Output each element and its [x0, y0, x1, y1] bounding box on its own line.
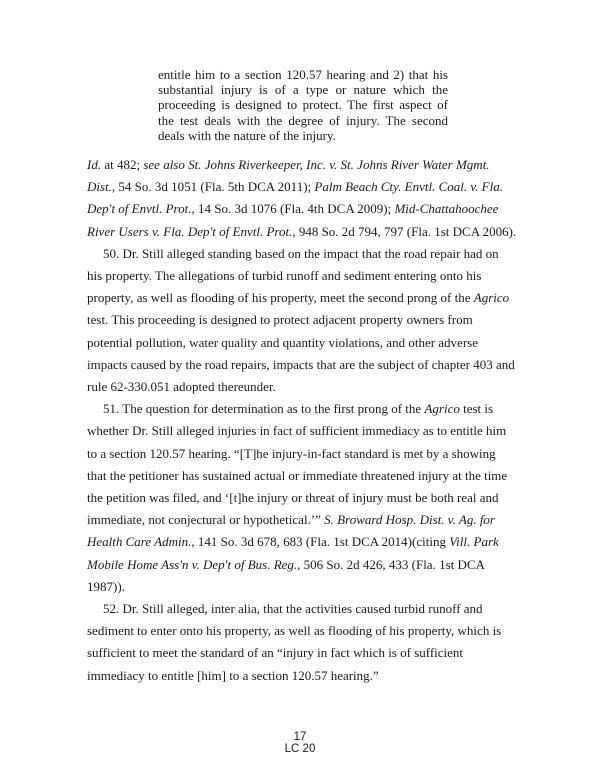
case-name: Vill. Park Mobile Home Ass'n v. Dep't of Bus. Reg. [87, 534, 499, 572]
paragraph-text: test. This proceeding is designed to protect adjacent property owners from potential pollution, water quality and quantity violations, and other adverse impacts caused by the road repairs, impacts that are the subject of chapter 403 and rule 62-330.051 adopted thereunder. [87, 312, 515, 395]
body-text [87, 154, 517, 687]
case-name: S. Broward Hosp. Dist. v. Ag. for Health Care Admin. [87, 512, 495, 550]
paragraph-52: 52. Dr. Still alleged, inter alia, that the activities caused turbid runoff and sediment to enter onto his property, as well as flooding of his property, which is sufficient to meet the standard of an “injury in fact which is of sufficient immediacy to entitle [him] to a section 120.57 hearing.” [87, 601, 502, 683]
citation-text: , 14 So. 3d 1076 (Fla. 4th DCA 2009); [191, 201, 395, 217]
paragraph-51 [87, 398, 517, 598]
page-number: 17 [293, 731, 307, 743]
citation-text: , 948 So. 2d 794, 797 (Fla. 1st DCA 2006). [292, 223, 517, 239]
case-name: Agrico [424, 401, 460, 417]
citation-text: , 54 So. 3d 1051 (Fla. 5th DCA 2011); [111, 179, 315, 195]
paragraph-text: test is whether Dr. Still alleged injuries in fact of sufficient immediacy as to entitle him to a section 120.57 hearing. “[T]he injury-in-fact standard is met by a showing that the petitioner has sustained actual or immediate threatened injury at the time the petition was filed, and ‘[t]he injury or threat of injury must be both real and immediate, not conjectural or hypothetical.’” [87, 401, 508, 528]
citation-case-3: Mid-Chattahoochee River Users v. Fla. Dep't of Envtl. Prot. [87, 201, 499, 239]
paragraph-text: 51. The question for determination as to the first prong of the [103, 401, 425, 417]
citation-paragraph [87, 154, 517, 243]
citation-id: Id. [87, 157, 102, 172]
case-name: Agrico [473, 290, 510, 306]
paragraph-text: , 141 So. 3d 678, 683 (Fla. 1st DCA 2014)(citing [191, 534, 450, 550]
citation-text: at 482; [101, 157, 144, 172]
footer-label: LC 20 [284, 743, 316, 755]
paragraph-text: , 506 So. 2d 426, 433 (Fla. 1st DCA 1987)). [87, 556, 485, 594]
block-quote: entitle him to a section 120.57 hearing and 2) that his substantial injury is of a type or nature which the proceeding is designed to protect. The first aspect of the test deals with the degree of injury. The second deals with the nature of the injury. [158, 67, 448, 143]
citation-case-2: Palm Beach Cty. Envtl. Coal. v. Fla. Dep't of Envtl. Prot. [87, 179, 503, 217]
paragraph-50 [87, 243, 517, 398]
citation-case-1: see also St. Johns Riverkeeper, Inc. v. St. Johns River Water Mgmt. Dist. [87, 157, 490, 195]
paragraph-text: 50. Dr. Still alleged standing based on the impact that the road repair had on his property. The allegations of turbid runoff and sediment entering onto his property, as well as flooding of his property, meet the second prong of the [87, 245, 499, 306]
